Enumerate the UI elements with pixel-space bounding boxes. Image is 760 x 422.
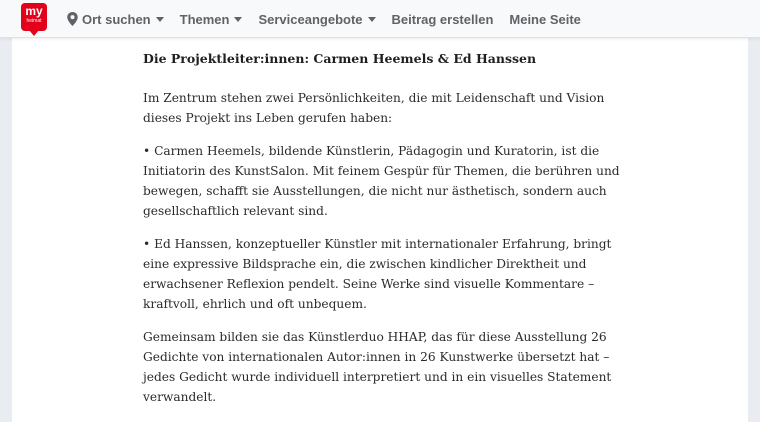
logo-text-top: my	[25, 4, 43, 18]
myheimat-logo[interactable]	[21, 3, 47, 31]
article-body	[143, 49, 623, 420]
article-heading: Die Projektleiter:innen: Carmen Heemels & Ed Hanssen	[143, 51, 537, 66]
article-paragraph: • Carmen Heemels, bildende Künstlerin, Pädagogin und Kuratorin, ist die Initiatorin des KunstSalon. Mit feinem Gespür für Themen, die berühren und bewegen, schafft sie Ausstellungen, die nicht nur ästhetisch, sondern auch gesellschaftlich relevant sind.	[143, 144, 620, 218]
nav-label-themen: Themen	[179, 11, 230, 27]
nav-item-themen[interactable]	[180, 12, 243, 27]
top-navbar	[0, 0, 760, 38]
article-paragraph: Gemeinsam bilden sie das Künstlerduo HHAP, das für diese Ausstellung 26 Gedichte von internationalen Autor:innen in 26 Kunstwerke übersetzt hat – jedes Gedicht wurde individuell interpretiert und in ein visuelles Statement verwandelt.	[143, 330, 612, 404]
chevron-down-icon	[368, 17, 376, 22]
chevron-down-icon	[156, 17, 164, 22]
article-paragraph: Im Zentrum stehen zwei Persönlichkeiten, die mit Leidenschaft und Vision dieses Projekt ins Leben gerufen haben:	[143, 91, 605, 125]
nav-item-meine-seite[interactable]	[509, 12, 581, 27]
nav-label-serviceangebote: Serviceangebote	[258, 11, 363, 27]
chevron-down-icon	[234, 17, 242, 22]
article-paragraph: • Ed Hanssen, konzeptueller Künstler mit internationaler Erfahrung, bringt eine expressive Bildsprache ein, die zwischen kindlicher Direktheit und erwachsener Reflexion pendelt. Seine Werke sind visuelle Kommentare – kraftvoll, ehrlich und oft unbequem.	[143, 237, 612, 311]
nav-label-ort-suchen: Ort suchen	[82, 11, 151, 27]
nav-label-meine-seite: Meine Seite	[509, 11, 581, 27]
nav-item-ort-suchen[interactable]	[67, 12, 164, 27]
nav-item-serviceangebote[interactable]	[258, 12, 375, 27]
nav-label-beitrag-erstellen: Beitrag erstellen	[391, 11, 494, 27]
nav-item-beitrag-erstellen[interactable]	[392, 12, 494, 27]
logo-text-bottom: heimat	[26, 18, 42, 24]
map-pin-icon	[67, 12, 78, 26]
nav-menu	[67, 0, 597, 38]
